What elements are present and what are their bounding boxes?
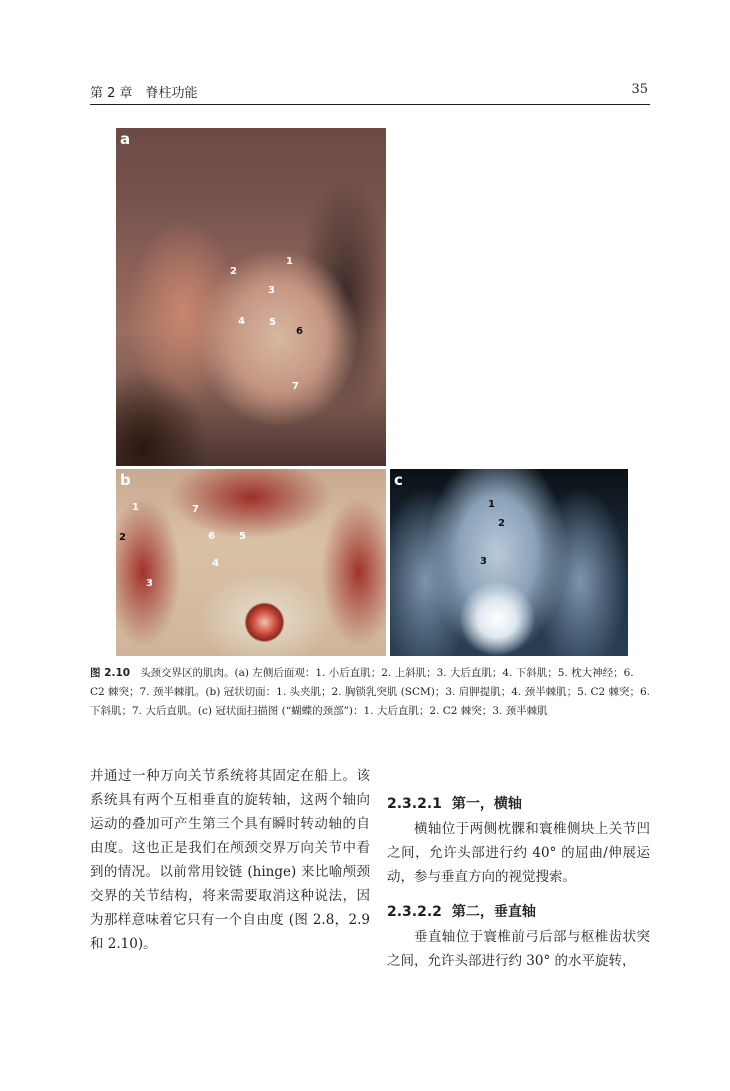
section-heading-2-3-2-2 — [387, 901, 650, 921]
panel-letter-a: a — [120, 130, 131, 148]
figure-number: 图 2.10 — [90, 667, 131, 679]
section-paragraph: 垂直轴位于寰椎前弓后部与枢椎齿状突之间，允许头部进行约 30° 的水平旋转， — [387, 929, 650, 969]
running-header — [90, 80, 650, 105]
figure-panel-a — [116, 128, 386, 466]
panel-letter-b: b — [120, 471, 131, 489]
section-paragraph: 横轴位于两侧枕髁和寰椎侧块上关节凹之间，允许头部进行约 40° 的屈曲/伸展运动，参与垂直方向的视觉搜索。 — [387, 821, 650, 885]
page-number: 35 — [631, 82, 648, 97]
panel-b-label-6: 6 — [208, 531, 215, 542]
panel-b-label-7: 7 — [192, 504, 199, 515]
panel-b-label-5: 5 — [239, 531, 246, 542]
panel-b-label-1: 1 — [132, 502, 139, 513]
chapter-title: 第 2 章 脊柱功能 — [90, 86, 198, 101]
section-title: 第二，垂直轴 — [451, 904, 536, 920]
body-paragraph: 并通过一种万向关节系统将其固定在船上。该系统具有两个互相垂直的旋转轴，这两个轴向运动的叠加可产生第三个具有瞬时转动轴的自由度。这也正是我们在颅颈交界万向关节中看到的情况。以前常用铰链 (hinge) 来比喻颅颈交界的关节结构，将来需要取消这种说法，因为那样意味着它只有一个自由度 (图 2.8，2.9 和 2.10)。 — [90, 768, 370, 952]
panel-a-label-1: 1 — [286, 256, 293, 267]
body-column-left — [90, 764, 370, 956]
panel-a-label-4: 4 — [238, 316, 245, 327]
figure-caption-text: 头颈交界区的肌肉。(a) 左侧后面观：1. 小后直肌；2. 上斜肌；3. 大后直肌；4. 下斜肌；5. 枕大神经；6. C2 棘突；7. 颈半棘肌。(b) 冠状切面：1. 头夹肌；2. 胸锁乳突肌 (SCM)；3. 肩胛提肌；4. 颈半棘肌；5. C2 棘突；6. 下斜肌；7. 大后直肌。(c) 冠状面扫描图 (“蝴蝶的颈部”)：1. 大后直肌；2. C2 棘突；3. 颈半棘肌 — [90, 667, 651, 717]
panel-c-label-2: 2 — [498, 518, 505, 529]
panel-a-label-2: 2 — [230, 266, 237, 277]
panel-a-label-6: 6 — [296, 326, 303, 337]
figure-panel-b — [116, 469, 386, 656]
panel-b-label-4: 4 — [212, 558, 219, 569]
section-number: 2.3.2.2 — [387, 904, 442, 920]
section-number: 2.3.2.1 — [387, 796, 442, 812]
section-heading-2-3-2-1 — [387, 793, 650, 813]
panel-b-label-3: 3 — [146, 578, 153, 589]
panel-c-label-1: 1 — [488, 499, 495, 510]
panel-c-label-3: 3 — [480, 556, 487, 567]
panel-a-label-3: 3 — [268, 285, 275, 296]
panel-a-label-7: 7 — [292, 381, 299, 392]
figure-panel-c — [390, 469, 628, 656]
panel-a-label-5: 5 — [269, 317, 276, 328]
panel-letter-c: c — [394, 471, 403, 489]
body-column-right — [387, 793, 650, 985]
figure-caption — [90, 664, 650, 721]
panel-b-label-2: 2 — [119, 532, 126, 543]
section-title: 第一，横轴 — [451, 796, 522, 812]
